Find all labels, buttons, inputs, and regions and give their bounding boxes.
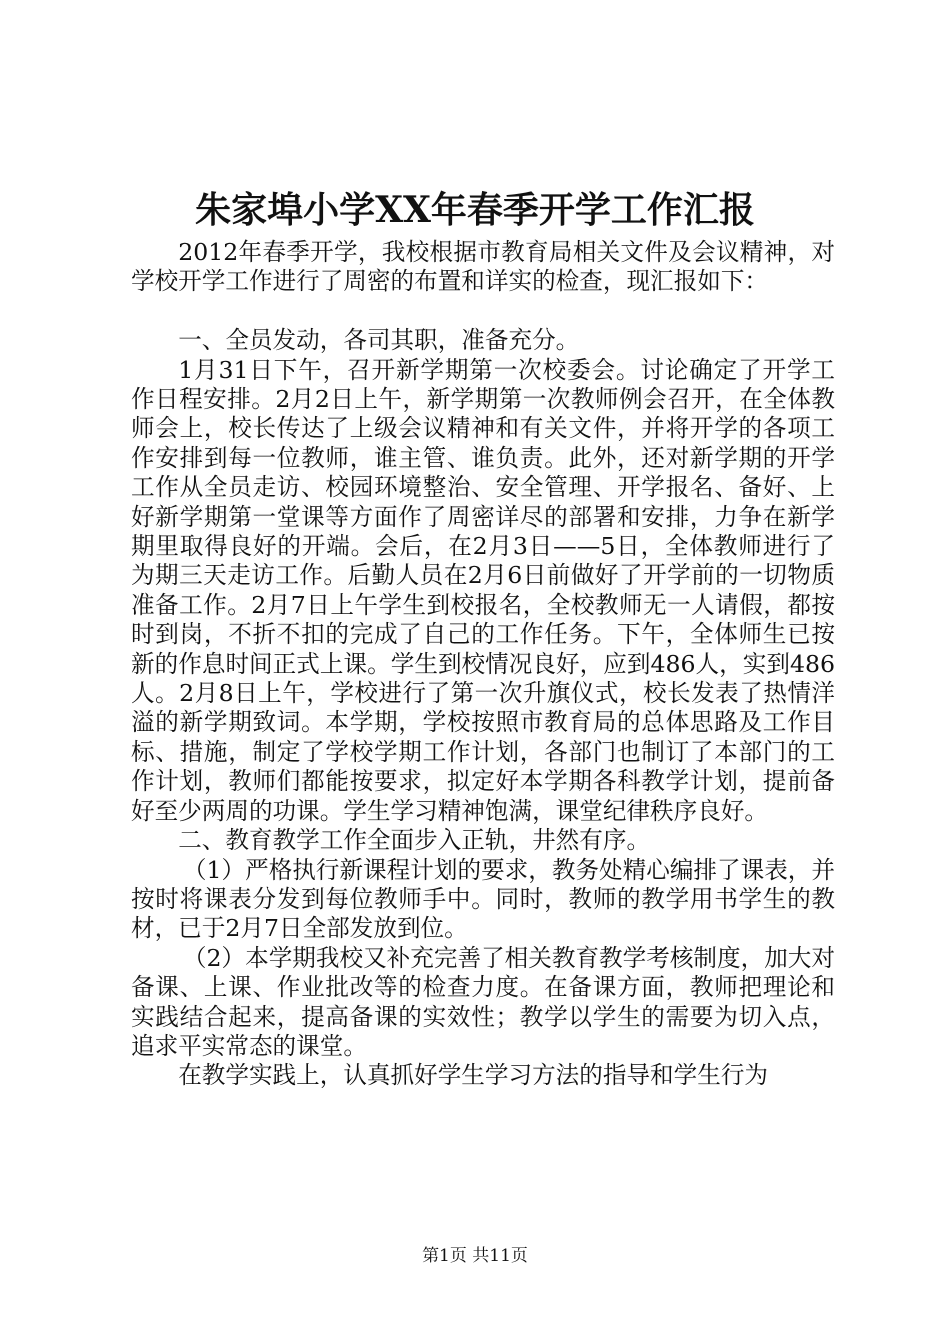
section-2-item-2: （2）本学期我校又补充完善了相关教育教学考核制度，加大对备课、上课、作业批改等的检查力度。在备课方面，教师把理论和实践结合起来，提高备课的实效性；教学以学生的需要为切入点，追求平实常态的课堂。: [131, 943, 835, 1060]
section-heading-2: 二、教育教学工作全面步入正轨，井然有序。: [178, 826, 651, 855]
document-body: [131, 238, 835, 1091]
document-title: 朱家埠小学XX年春季开学工作汇报: [195, 189, 755, 231]
teaching-practice-paragraph: 在教学实践上，认真抓好学生学习方法的指导和学生行为: [178, 1061, 769, 1090]
intro-paragraph: 2012年春季开学，我校根据市教育局相关文件及会议精神，对学校开学工作进行了周密的布置和详实的检查，现汇报如下：: [131, 238, 835, 296]
page-number: 第1页 共11页: [422, 1246, 528, 1266]
section-1-paragraph: 1月31日下午，召开新学期第一次校委会。讨论确定了开学工作日程安排。2月2日上午，新学期第一次教师例会召开，在全体教师会上，校长传达了上级会议精神和有关文件，并将开学的各项工作安排到每一位教师，谁主管、谁负责。此外，还对新学期的开学工作从全员走访、校园环境整治、安全管理、开学报名、备好、上好新学期第一堂课等方面作了周密详尽的部署和安排，力争在新学期里取得良好的开端。会后，在2月3日——5日，全体教师进行了为期三天走访工作。后勤人员在2月6日前做好了开学前的一切物质准备工作。2月7日上午学生到校报名，全校教师无一人请假，都按时到岗，不折不扣的完成了自己的工作任务。下午，全体师生已按新的作息时间正式上课。学生到校情况良好，应到486人，实到486人。2月8日上午，学校进行了第一次升旗仪式，校长发表了热情洋溢的新学期致词。本学期，学校按照市教育局的总体思路及工作目标、措施，制定了学校学期工作计划，各部门也制订了本部门的工作计划，教师们都能按要求，拟定好本学期各科教学计划，提前备好至少两周的功课。学生学习精神饱满，课堂纪律秩序良好。: [131, 355, 835, 825]
section-heading-1: 一、全员发动，各司其职，准备充分。: [178, 326, 580, 355]
section-2-item-1: （1）严格执行新课程计划的要求，教务处精心编排了课表，并按时将课表分发到每位教师手中。同时，教师的教学用书学生的教材，已于2月7日全部发放到位。: [131, 855, 835, 943]
